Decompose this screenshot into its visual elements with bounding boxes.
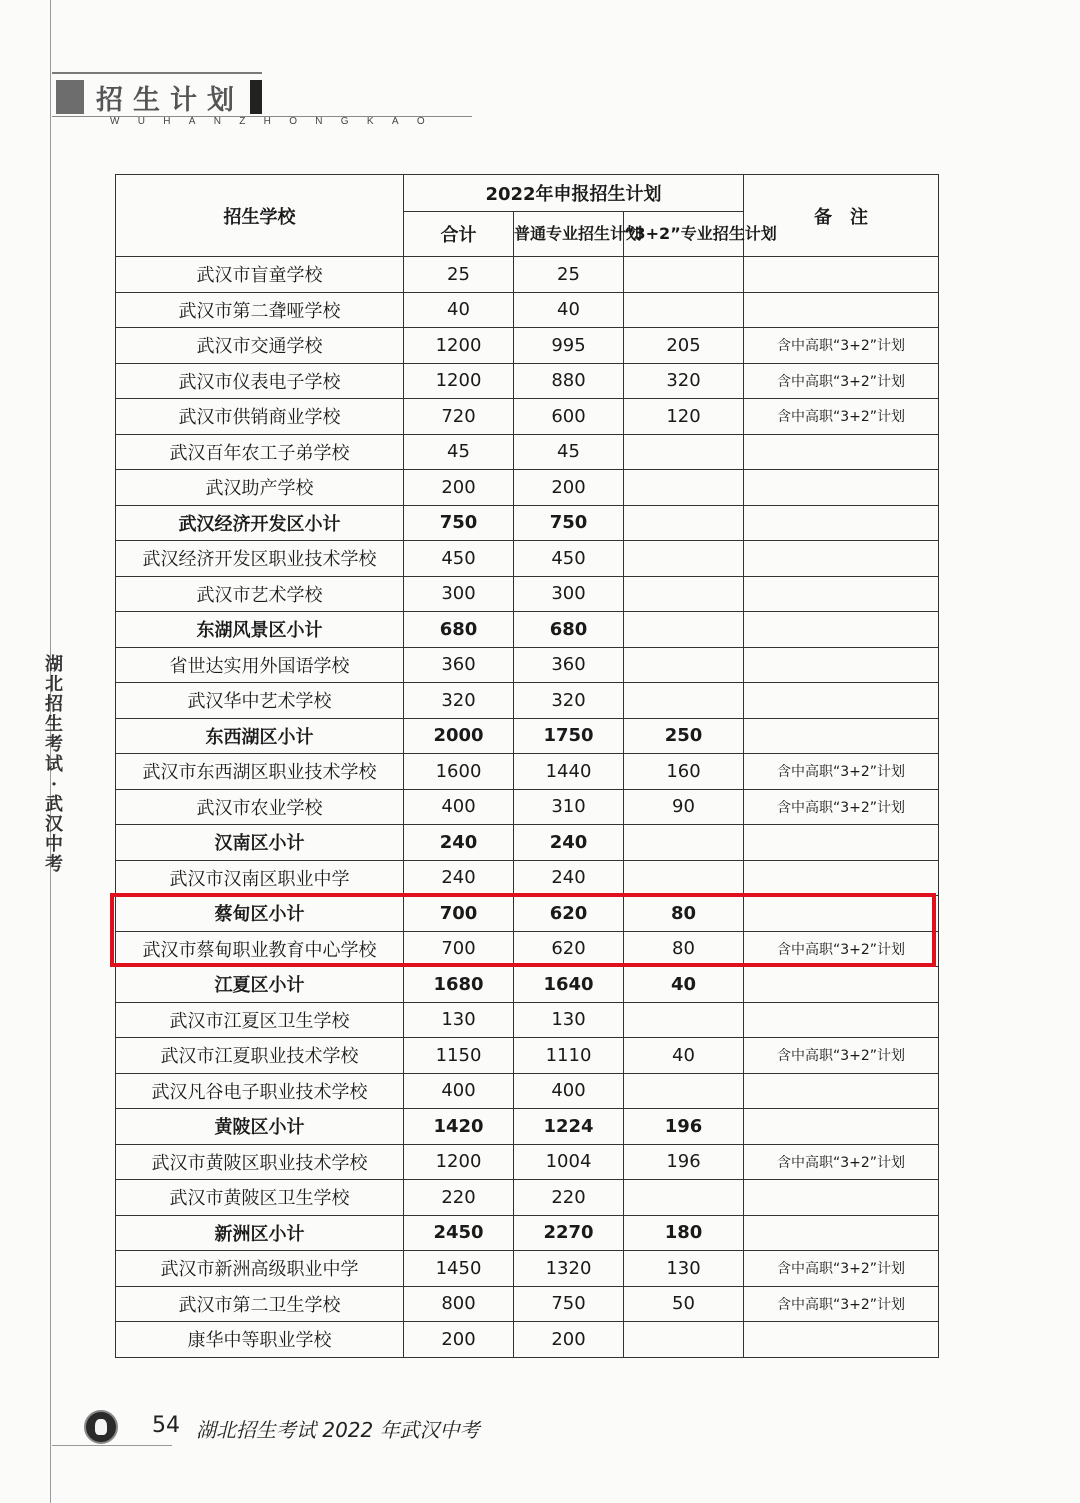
table-row [116, 612, 939, 648]
cell-3plus2: 250 [624, 718, 744, 754]
cell-3plus2 [624, 825, 744, 861]
table-row [116, 257, 939, 293]
cell-total: 200 [404, 1322, 514, 1358]
cell-note [744, 257, 939, 293]
cell-regular: 450 [514, 541, 624, 577]
table-row [116, 434, 939, 470]
cell-note [744, 292, 939, 328]
cell-total: 240 [404, 860, 514, 896]
cell-total: 400 [404, 1073, 514, 1109]
cell-3plus2 [624, 860, 744, 896]
cell-note [744, 434, 939, 470]
cell-school: 武汉经济开发区职业技术学校 [116, 541, 404, 577]
header-top-rule [52, 72, 262, 74]
cell-regular: 1004 [514, 1144, 624, 1180]
cell-total: 320 [404, 683, 514, 719]
cell-total: 130 [404, 1002, 514, 1038]
cell-note [744, 576, 939, 612]
cell-total: 25 [404, 257, 514, 293]
table-row [116, 292, 939, 328]
cell-note [744, 718, 939, 754]
cell-regular: 200 [514, 470, 624, 506]
cell-school: 武汉市蔡甸职业教育中心学校 [116, 931, 404, 967]
cell-school: 武汉市黄陂区卫生学校 [116, 1180, 404, 1216]
table-row [116, 1322, 939, 1358]
cell-3plus2 [624, 647, 744, 683]
cell-regular: 130 [514, 1002, 624, 1038]
page-number: 54 [152, 1413, 180, 1438]
table-row [116, 1180, 939, 1216]
cell-3plus2 [624, 576, 744, 612]
cell-total: 750 [404, 505, 514, 541]
cell-total: 200 [404, 470, 514, 506]
cell-note: 含中高职“3+2”计划 [744, 328, 939, 364]
enrollment-plan-table [115, 174, 939, 1358]
cell-regular: 1640 [514, 967, 624, 1003]
cell-3plus2 [624, 292, 744, 328]
cell-3plus2: 80 [624, 896, 744, 932]
table-row [116, 576, 939, 612]
cell-note [744, 1215, 939, 1251]
table-row [116, 896, 939, 932]
cell-3plus2 [624, 257, 744, 293]
cell-regular: 45 [514, 434, 624, 470]
cell-school: 武汉市交通学校 [116, 328, 404, 364]
cell-school: 康华中等职业学校 [116, 1322, 404, 1358]
cell-3plus2: 40 [624, 967, 744, 1003]
cell-note: 含中高职“3+2”计划 [744, 363, 939, 399]
table-row [116, 789, 939, 825]
cell-school: 汉南区小计 [116, 825, 404, 861]
table-row [116, 1073, 939, 1109]
table-row [116, 1251, 939, 1287]
table-row [116, 931, 939, 967]
cell-regular: 1110 [514, 1038, 624, 1074]
header-note: 备 注 [744, 175, 939, 257]
cell-regular: 1224 [514, 1109, 624, 1145]
cell-school: 省世达实用外国语学校 [116, 647, 404, 683]
table-body [116, 257, 939, 1358]
header-gray-block [56, 80, 84, 114]
cell-note [744, 1002, 939, 1038]
cell-total: 450 [404, 541, 514, 577]
cell-school: 武汉助产学校 [116, 470, 404, 506]
cell-note: 含中高职“3+2”计划 [744, 754, 939, 790]
table-row [116, 967, 939, 1003]
cell-3plus2 [624, 470, 744, 506]
cell-school: 武汉市第二聋哑学校 [116, 292, 404, 328]
table-row [116, 1109, 939, 1145]
cell-school: 江夏区小计 [116, 967, 404, 1003]
table-row [116, 718, 939, 754]
cell-3plus2 [624, 1180, 744, 1216]
cell-total: 1600 [404, 754, 514, 790]
table-row [116, 1144, 939, 1180]
cell-total: 700 [404, 896, 514, 932]
cell-note [744, 896, 939, 932]
cell-note [744, 825, 939, 861]
cell-total: 720 [404, 399, 514, 435]
cell-school: 武汉市新洲高级职业中学 [116, 1251, 404, 1287]
cell-school: 武汉凡谷电子职业技术学校 [116, 1073, 404, 1109]
cell-note [744, 860, 939, 896]
cell-total: 2450 [404, 1215, 514, 1251]
cell-school: 武汉市农业学校 [116, 789, 404, 825]
cell-total: 300 [404, 576, 514, 612]
cell-note: 含中高职“3+2”计划 [744, 931, 939, 967]
table-row [116, 505, 939, 541]
table-row [116, 1002, 939, 1038]
cell-note [744, 541, 939, 577]
cell-school: 武汉市盲童学校 [116, 257, 404, 293]
cell-regular: 680 [514, 612, 624, 648]
cell-regular: 240 [514, 825, 624, 861]
cell-school: 黄陂区小计 [116, 1109, 404, 1145]
cell-3plus2: 205 [624, 328, 744, 364]
cell-note: 含中高职“3+2”计划 [744, 1286, 939, 1322]
table-row [116, 328, 939, 364]
cell-school: 东西湖区小计 [116, 718, 404, 754]
cell-regular: 400 [514, 1073, 624, 1109]
cell-school: 东湖风景区小计 [116, 612, 404, 648]
cell-note [744, 1180, 939, 1216]
cell-total: 1420 [404, 1109, 514, 1145]
cell-regular: 750 [514, 1286, 624, 1322]
cell-note: 含中高职“3+2”计划 [744, 1144, 939, 1180]
cell-regular: 320 [514, 683, 624, 719]
cell-note [744, 967, 939, 1003]
cell-3plus2: 196 [624, 1144, 744, 1180]
cell-note: 含中高职“3+2”计划 [744, 399, 939, 435]
table-row [116, 1215, 939, 1251]
cell-note [744, 1109, 939, 1145]
table-row [116, 1038, 939, 1074]
table-row [116, 470, 939, 506]
table-row [116, 399, 939, 435]
cell-3plus2: 320 [624, 363, 744, 399]
cell-regular: 600 [514, 399, 624, 435]
cell-total: 1150 [404, 1038, 514, 1074]
header-plan-group: 2022年申报招生计划 [404, 175, 744, 212]
cell-regular: 220 [514, 1180, 624, 1216]
cell-3plus2: 120 [624, 399, 744, 435]
cell-total: 40 [404, 292, 514, 328]
cell-note: 含中高职“3+2”计划 [744, 789, 939, 825]
cell-school: 武汉市第二卫生学校 [116, 1286, 404, 1322]
cell-total: 220 [404, 1180, 514, 1216]
footer-rule [52, 1445, 172, 1446]
cell-3plus2 [624, 683, 744, 719]
cell-3plus2: 80 [624, 931, 744, 967]
cell-regular: 200 [514, 1322, 624, 1358]
header-regular: 普通专业招生计划 [514, 212, 624, 257]
cell-note [744, 647, 939, 683]
cell-total: 1200 [404, 363, 514, 399]
table-row [116, 754, 939, 790]
cell-total: 1450 [404, 1251, 514, 1287]
cell-total: 400 [404, 789, 514, 825]
table-row [116, 860, 939, 896]
cell-3plus2 [624, 505, 744, 541]
cell-school: 武汉经济开发区小计 [116, 505, 404, 541]
cell-3plus2: 90 [624, 789, 744, 825]
cell-3plus2 [624, 541, 744, 577]
cell-regular: 1440 [514, 754, 624, 790]
cell-3plus2 [624, 1073, 744, 1109]
cell-3plus2: 180 [624, 1215, 744, 1251]
header-total: 合计 [404, 212, 514, 257]
cell-school: 武汉华中艺术学校 [116, 683, 404, 719]
cell-regular: 620 [514, 931, 624, 967]
cell-note: 含中高职“3+2”计划 [744, 1038, 939, 1074]
cell-total: 1200 [404, 328, 514, 364]
cell-3plus2 [624, 1322, 744, 1358]
cell-regular: 360 [514, 647, 624, 683]
cell-total: 45 [404, 434, 514, 470]
header-3plus2: “3+2”专业招生计划 [624, 212, 744, 257]
cell-regular: 25 [514, 257, 624, 293]
cell-regular: 750 [514, 505, 624, 541]
cell-note [744, 683, 939, 719]
cell-school: 武汉市仪表电子学校 [116, 363, 404, 399]
table-row [116, 541, 939, 577]
cell-note [744, 505, 939, 541]
cell-note [744, 470, 939, 506]
cell-regular: 300 [514, 576, 624, 612]
cell-school: 武汉市江夏职业技术学校 [116, 1038, 404, 1074]
cell-school: 武汉市江夏区卫生学校 [116, 1002, 404, 1038]
cell-3plus2: 160 [624, 754, 744, 790]
cell-total: 240 [404, 825, 514, 861]
cell-3plus2 [624, 434, 744, 470]
cell-school: 武汉百年农工子弟学校 [116, 434, 404, 470]
table-row [116, 363, 939, 399]
cell-note [744, 612, 939, 648]
cell-regular: 1320 [514, 1251, 624, 1287]
cell-3plus2: 196 [624, 1109, 744, 1145]
cell-total: 2000 [404, 718, 514, 754]
cell-school: 武汉市东西湖区职业技术学校 [116, 754, 404, 790]
cell-total: 1200 [404, 1144, 514, 1180]
vertical-side-title: 湖北招生考试·武汉中考 [45, 654, 63, 875]
cell-total: 360 [404, 647, 514, 683]
header-school: 招生学校 [116, 175, 404, 257]
cell-regular: 1750 [514, 718, 624, 754]
cell-school: 武汉市供销商业学校 [116, 399, 404, 435]
header-black-block [250, 80, 262, 114]
cell-regular: 620 [514, 896, 624, 932]
table-row [116, 647, 939, 683]
table-row [116, 825, 939, 861]
cell-regular: 310 [514, 789, 624, 825]
cell-total: 680 [404, 612, 514, 648]
cell-regular: 880 [514, 363, 624, 399]
cell-regular: 2270 [514, 1215, 624, 1251]
section-subtitle: WUHANZHONGKAO [110, 116, 443, 127]
table-row [116, 683, 939, 719]
cell-school: 新洲区小计 [116, 1215, 404, 1251]
logo-icon [84, 1410, 118, 1444]
cell-3plus2 [624, 1002, 744, 1038]
cell-note: 含中高职“3+2”计划 [744, 1251, 939, 1287]
cell-school: 武汉市汉南区职业中学 [116, 860, 404, 896]
cell-school: 武汉市黄陂区职业技术学校 [116, 1144, 404, 1180]
cell-total: 800 [404, 1286, 514, 1322]
section-title: 招生计划 [96, 85, 244, 116]
cell-3plus2: 50 [624, 1286, 744, 1322]
table-row [116, 1286, 939, 1322]
cell-3plus2: 130 [624, 1251, 744, 1287]
footer-title: 湖北招生考试 2022 年武汉中考 [196, 1418, 480, 1442]
cell-note [744, 1322, 939, 1358]
cell-regular: 40 [514, 292, 624, 328]
cell-3plus2: 40 [624, 1038, 744, 1074]
cell-total: 1680 [404, 967, 514, 1003]
cell-regular: 995 [514, 328, 624, 364]
cell-total: 700 [404, 931, 514, 967]
cell-regular: 240 [514, 860, 624, 896]
cell-3plus2 [624, 612, 744, 648]
cell-note [744, 1073, 939, 1109]
cell-school: 武汉市艺术学校 [116, 576, 404, 612]
cell-school: 蔡甸区小计 [116, 896, 404, 932]
